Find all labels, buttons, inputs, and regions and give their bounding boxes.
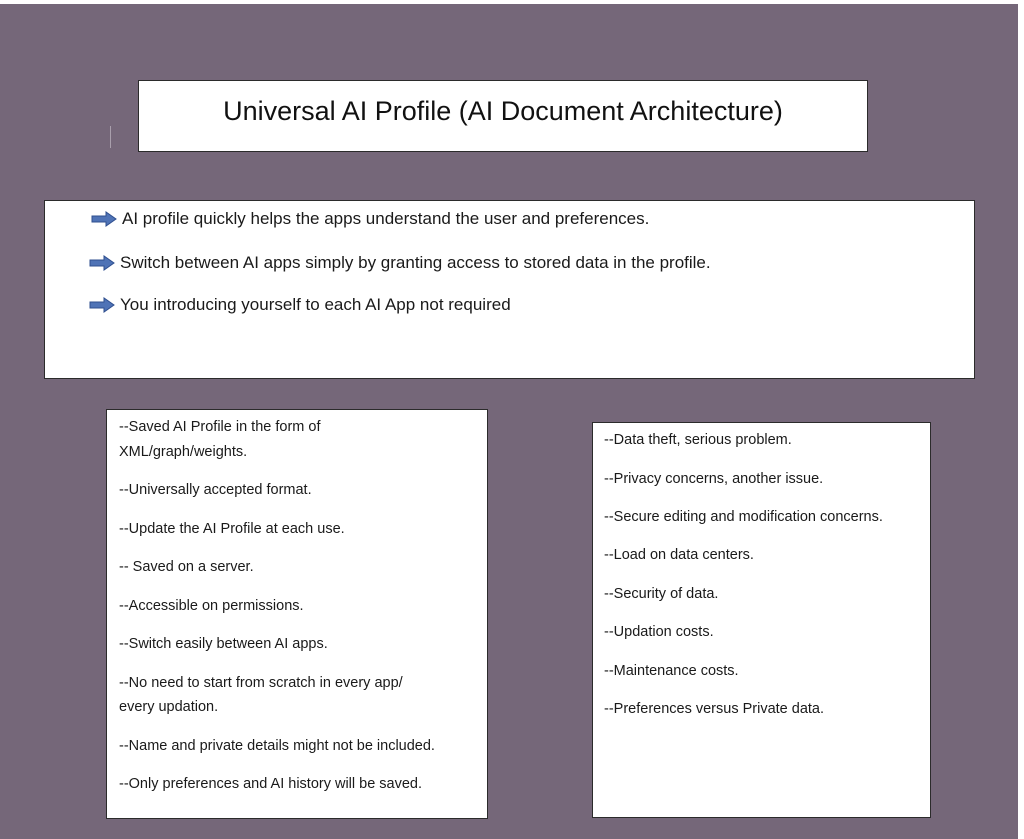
- summary-item: [89, 295, 511, 315]
- page-title: Universal AI Profile (AI Document Architecture): [223, 95, 783, 126]
- list-item: --Preferences versus Private data.: [604, 701, 825, 717]
- text-cursor-mark: [110, 126, 111, 148]
- list-item: --Secure editing and modification concerns.: [604, 509, 883, 525]
- list-item: --Updation costs.: [604, 624, 714, 640]
- summary-item: [91, 209, 649, 229]
- list-item: --Privacy concerns, another issue.: [604, 471, 824, 487]
- concerns-box: [592, 422, 931, 818]
- summary-text: AI profile quickly helps the apps understand the user and preferences.: [122, 209, 650, 228]
- right-arrow-icon: [89, 297, 115, 313]
- right-arrow-icon: [89, 255, 115, 271]
- list-item: --Universally accepted format.: [119, 482, 312, 498]
- list-item: --Accessible on permissions.: [119, 598, 304, 614]
- list-item: --Security of data.: [604, 586, 719, 602]
- summary-box: [44, 200, 975, 379]
- summary-item: [89, 253, 711, 273]
- list-item: -- Saved on a server.: [119, 559, 254, 575]
- summary-text: You introducing yourself to each AI App not required: [120, 295, 511, 314]
- list-item: --Data theft, serious problem.: [604, 432, 792, 448]
- list-item: every updation.: [119, 699, 219, 715]
- features-box: [106, 409, 488, 819]
- list-item: --Switch easily between AI apps.: [119, 636, 328, 652]
- list-item: --Only preferences and AI history will be saved.: [119, 776, 423, 792]
- list-item: XML/graph/weights.: [119, 444, 248, 460]
- top-border: [0, 0, 1018, 4]
- title-box: [138, 80, 868, 152]
- list-item: --Saved AI Profile in the form of: [119, 419, 321, 435]
- right-arrow-icon: [91, 211, 117, 227]
- list-item: --Name and private details might not be included.: [119, 738, 435, 754]
- list-item: --No need to start from scratch in every app/: [119, 675, 403, 691]
- list-item: --Load on data centers.: [604, 547, 754, 563]
- list-item: --Maintenance costs.: [604, 663, 739, 679]
- summary-text: Switch between AI apps simply by granting access to stored data in the profile.: [120, 253, 711, 272]
- right-border: [1018, 0, 1024, 839]
- list-item: --Update the AI Profile at each use.: [119, 521, 345, 537]
